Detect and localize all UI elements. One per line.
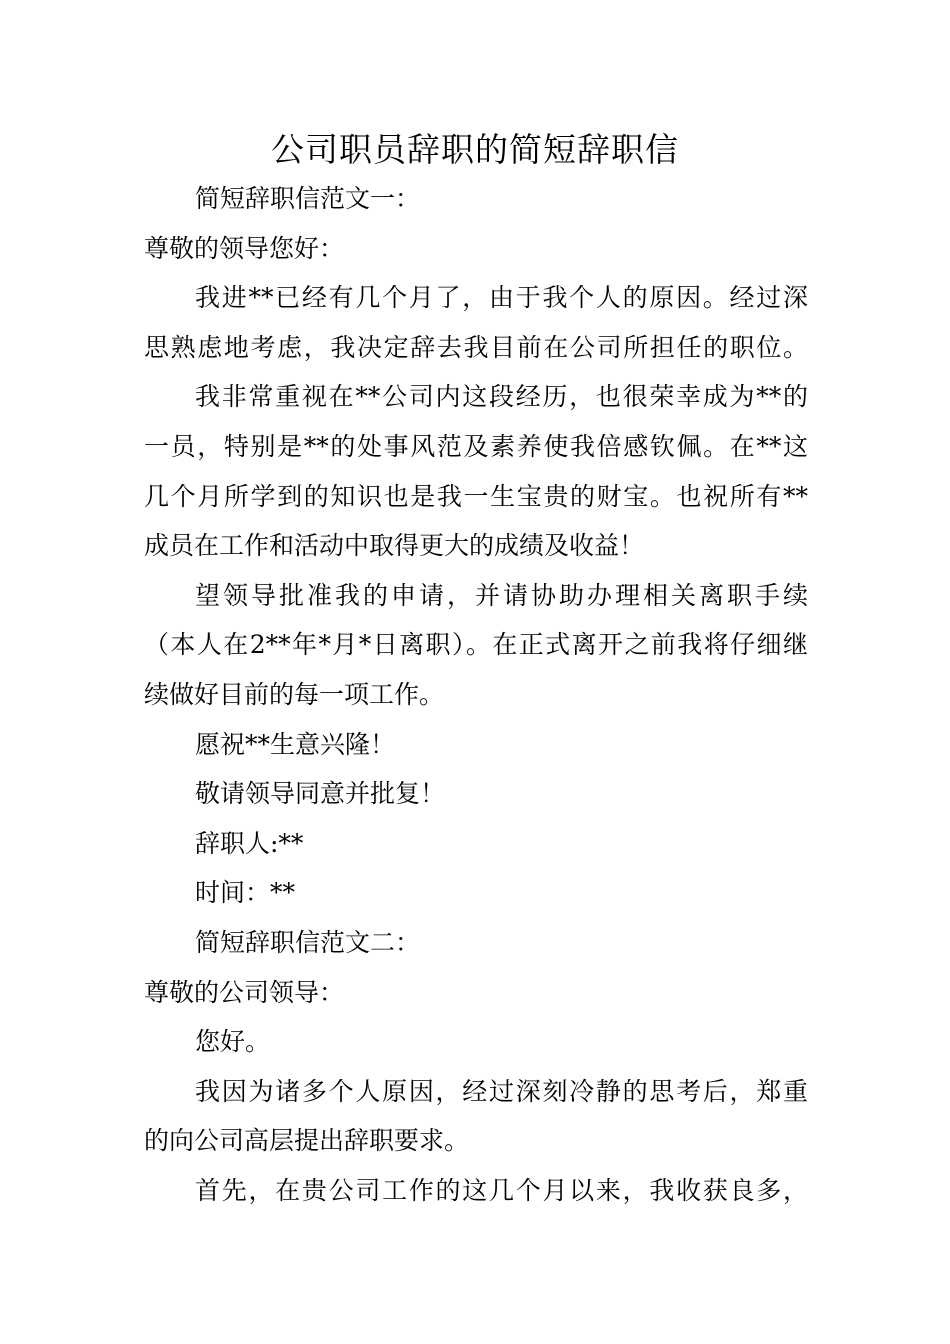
body-line: 时间：** (195, 878, 296, 908)
body-line: 续做好目前的每一项工作。 (144, 679, 445, 709)
body-line: 尊敬的领导您好： (144, 233, 345, 263)
body-line: 辞职人:** (195, 828, 304, 858)
body-line: 我进**已经有几个月了，由于我个人的原因。经过深 (195, 283, 808, 313)
body-line: 思熟虑地考虑，我决定辞去我目前在公司所担任的职位。 (144, 332, 808, 362)
document-body (144, 174, 808, 1215)
body-line: 愿祝**生意兴隆！ (195, 729, 396, 759)
body-line: 一员，特别是**的处事风范及素养使我倍感钦佩。在**这 (144, 431, 808, 461)
body-line: 尊敬的公司领导： (144, 977, 345, 1007)
body-line: 您好。 (195, 1027, 271, 1057)
body-line: 简短辞职信范文二： (195, 927, 421, 957)
document-title: 公司职员辞职的简短辞职信 (271, 130, 679, 169)
body-line: 成员在工作和活动中取得更大的成绩及收益！ (144, 531, 645, 561)
body-line: 我因为诸多个人原因，经过深刻冷静的思考后，郑重 (195, 1076, 808, 1106)
body-line: 敬请领导同意并批复！ (195, 779, 446, 809)
body-line: 望领导批准我的申请，并请协助办理相关离职手续 (195, 580, 808, 610)
body-line: 几个月所学到的知识也是我一生宝贵的财宝。也祝所有** (144, 481, 808, 511)
body-line: 的向公司高层提出辞职要求。 (144, 1126, 470, 1156)
body-line: 简短辞职信范文一： (195, 184, 421, 213)
body-line: 首先，在贵公司工作的这几个月以来，我收获良多， (195, 1175, 808, 1205)
body-line: 我非常重视在**公司内这段经历，也很荣幸成为**的 (195, 382, 808, 412)
body-line: （本人在2**年*月*日离职）。在正式离开之前我将仔细继 (144, 630, 808, 660)
